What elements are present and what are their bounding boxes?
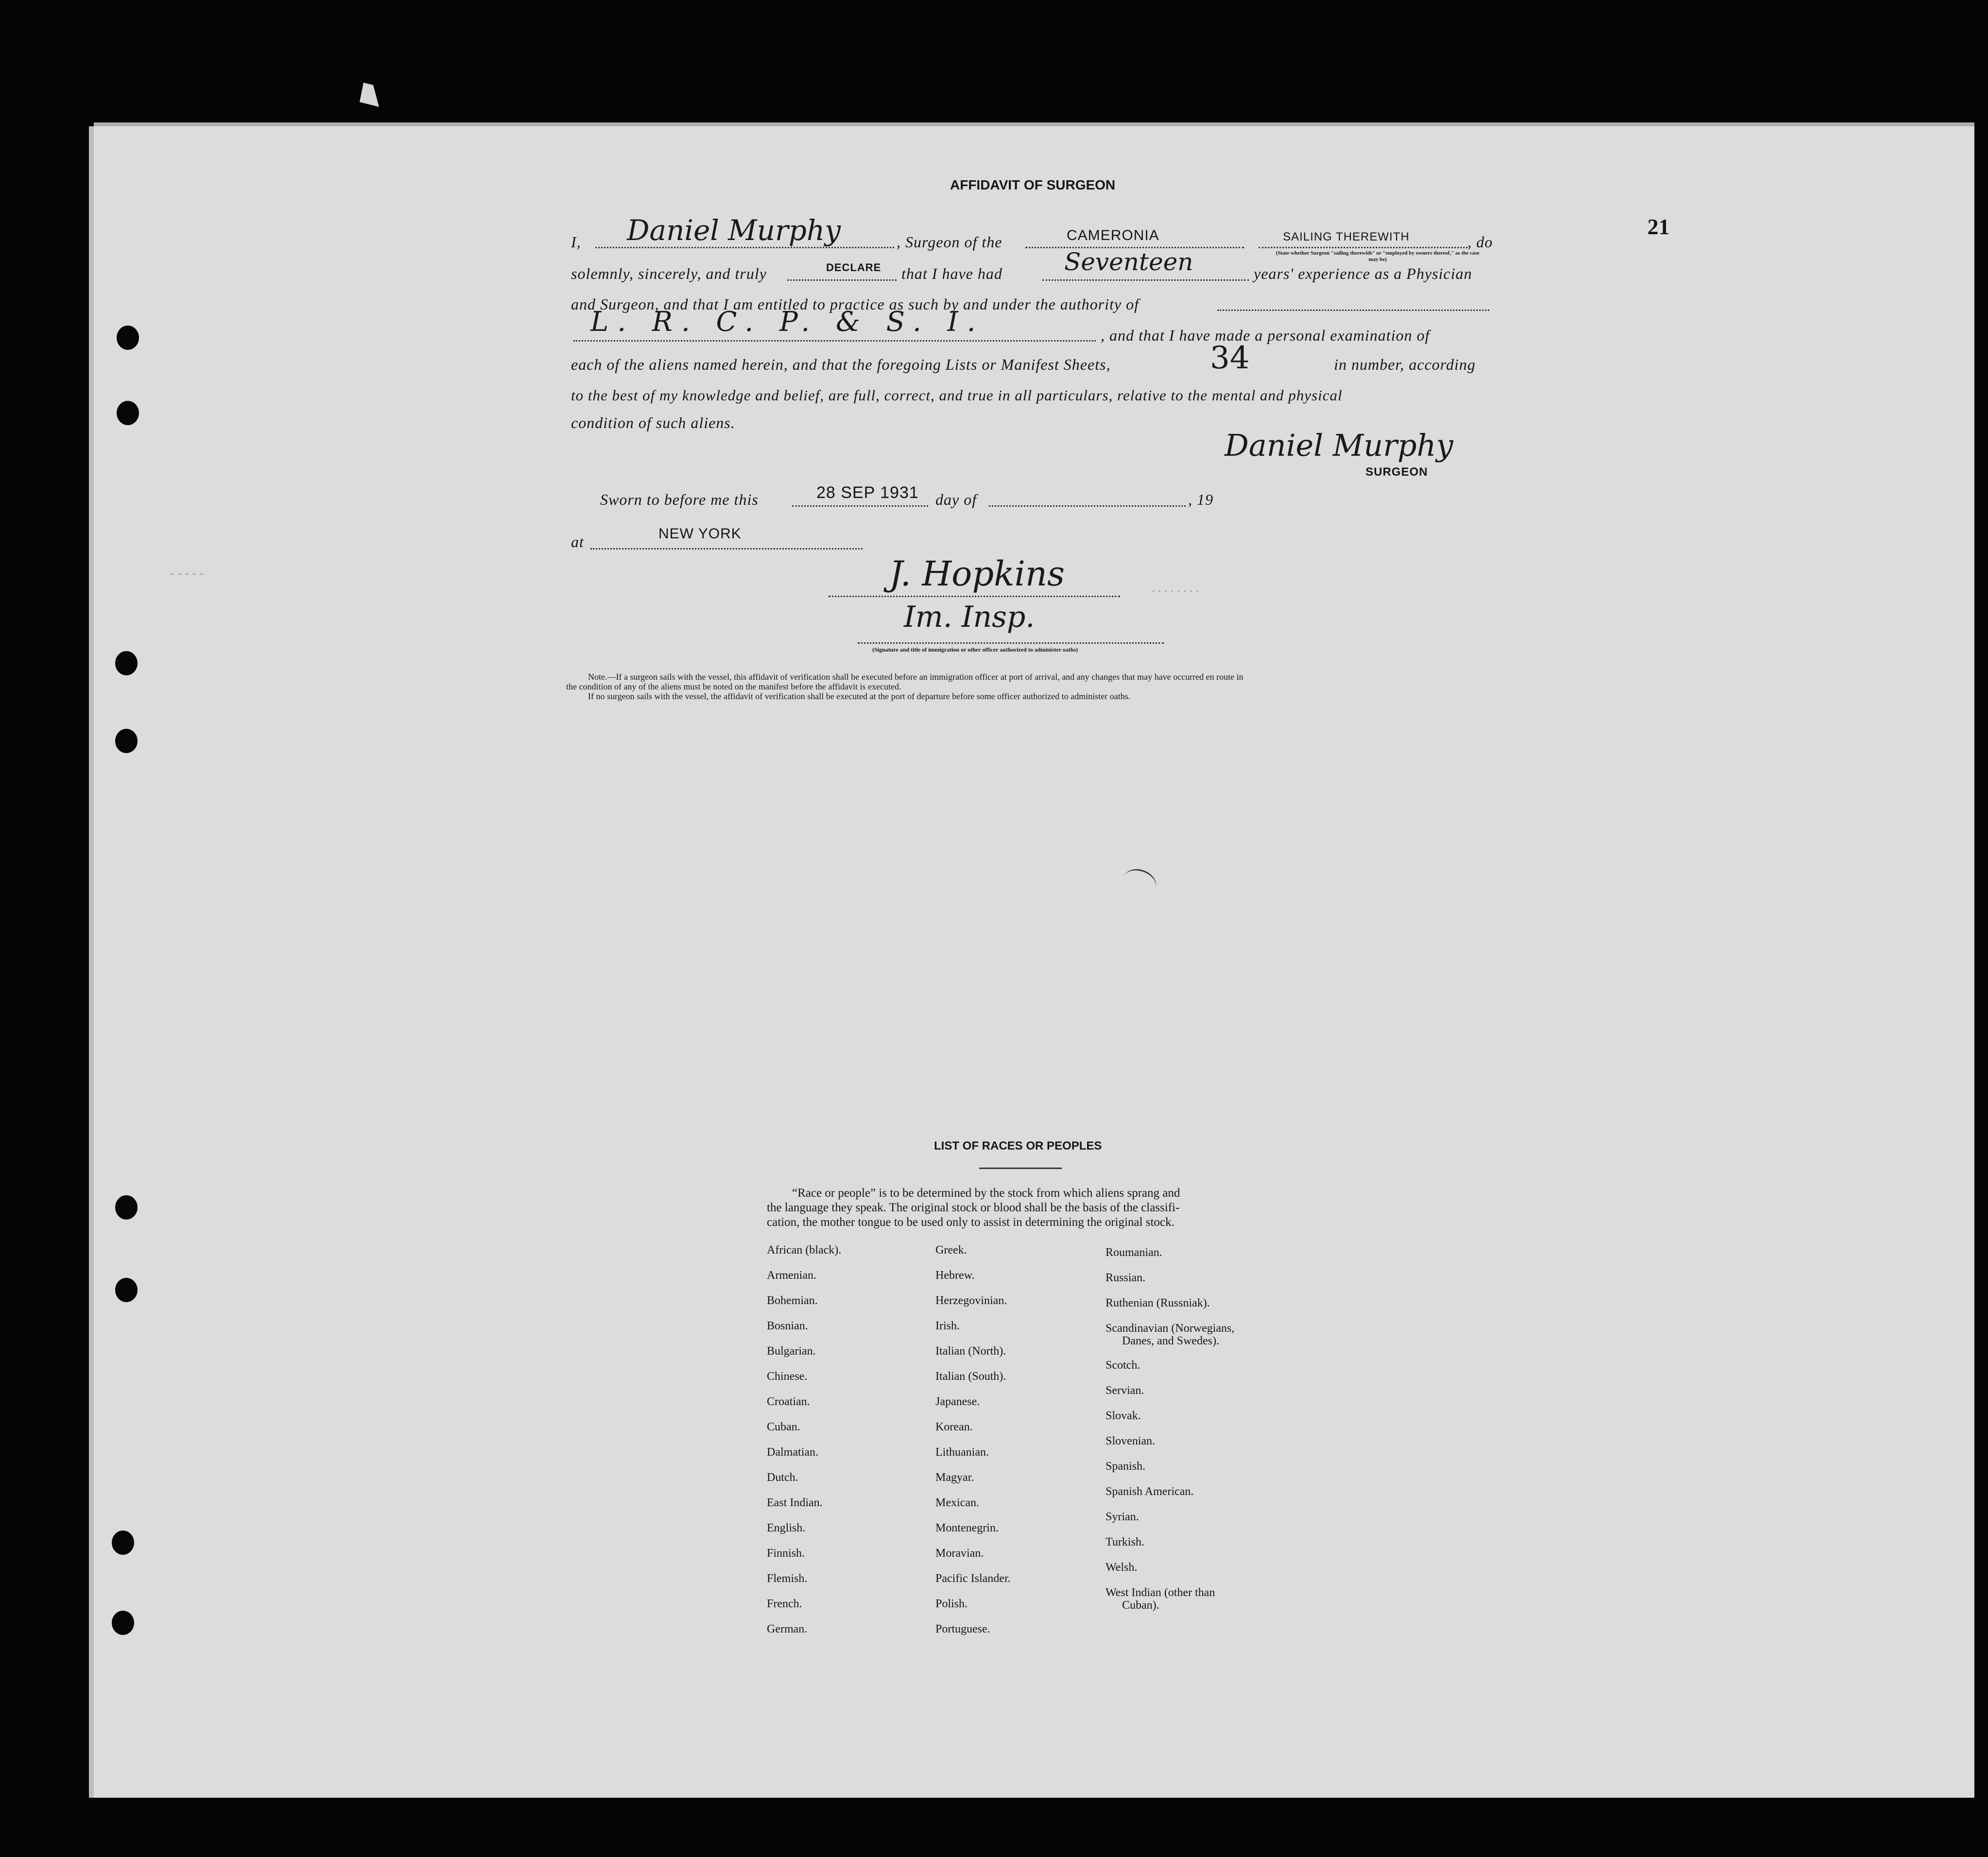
affidavit-line2-suffix: years' experience as a Physician <box>1254 265 1472 282</box>
affidavit-line7: condition of such aliens. <box>571 414 735 431</box>
officer-signature-line <box>829 596 1120 597</box>
race-item: Roumanian. <box>1106 1246 1162 1259</box>
race-item: French. <box>767 1598 802 1610</box>
bleed-through-text: - - - - - <box>170 566 204 580</box>
races-intro-line3: cation, the mother tongue to be used only to assist in determining the original stock. <box>767 1216 1175 1229</box>
years-line <box>1042 279 1249 281</box>
races-column-2 <box>935 1244 1011 1648</box>
affidavit-line5-suffix: in number, according <box>1334 356 1476 373</box>
surgeon-name-line <box>595 247 894 248</box>
races-column-1 <box>767 1244 841 1648</box>
race-item: Italian (South). <box>935 1370 1006 1383</box>
race-item: Scandinavian (Norwegians, <box>1106 1322 1235 1335</box>
race-item: Finnish. <box>767 1547 805 1560</box>
race-item: Spanish American. <box>1106 1485 1194 1498</box>
race-item: English. <box>767 1522 806 1534</box>
sailing-status-line <box>1259 247 1468 248</box>
races-title-rule <box>979 1168 1062 1169</box>
race-item: Welsh. <box>1106 1561 1138 1574</box>
affidavit-line2-prefix: solemnly, sincerely, and truly <box>571 265 767 282</box>
race-item: Greek. <box>935 1244 967 1256</box>
race-item: Danes, and Swedes). <box>1122 1335 1219 1347</box>
affidavit-line3: and Surgeon, and that I am entitled to practice as such by and under the authority of <box>571 295 1139 313</box>
affidavit-line1-mid: , Surgeon of the <box>897 233 1003 251</box>
officer-signature: J. Hopkins <box>889 554 1065 594</box>
race-item: Armenian. <box>767 1269 816 1282</box>
race-item: Slovenian. <box>1106 1435 1155 1447</box>
race-item: Croatian. <box>767 1395 810 1408</box>
punch-hole <box>115 729 138 753</box>
race-item: Herzegovinian. <box>935 1294 1007 1307</box>
sworn-year-prefix: , 19 <box>1188 491 1213 508</box>
race-item: Dutch. <box>767 1471 798 1484</box>
races-intro-line2: the language they speak. The original stock or blood shall be the basis of the classifi- <box>767 1201 1180 1214</box>
sheets-count-handwriting: 34 <box>1210 340 1250 376</box>
race-item: Portuguese. <box>935 1623 990 1635</box>
race-item: Syrian. <box>1106 1511 1139 1523</box>
sworn-month-line <box>989 505 1186 507</box>
race-item: Irish. <box>935 1320 960 1332</box>
authority-line-b <box>573 340 1096 342</box>
surgeon-name-handwriting: Daniel Murphy <box>627 214 841 247</box>
race-item: Bulgarian. <box>767 1345 816 1358</box>
race-item: Mexican. <box>935 1496 979 1509</box>
race-item: Italian (North). <box>935 1345 1006 1358</box>
race-item: African (black). <box>767 1244 842 1256</box>
race-item: Chinese. <box>767 1370 808 1383</box>
punch-hole <box>117 401 139 425</box>
note-line-1: Note.—If a surgeon sails with the vessel, this affidavit of verification shall be executed before an immigration officer at port of arrival, and any changes that may have occurred en route in <box>588 672 1244 682</box>
authority-handwriting: L. R. C. P. & S. I. <box>590 306 985 338</box>
punch-hole <box>112 1611 134 1635</box>
race-item: Bosnian. <box>767 1320 808 1332</box>
punch-hole <box>115 651 138 675</box>
officer-caption: (Signature and title of immigration or other officer authorized to administer oaths) <box>872 646 1078 653</box>
affidavit-title: AFFIDAVIT OF SURGEON <box>950 177 1116 192</box>
race-item: Scotch. <box>1106 1359 1141 1372</box>
race-item: Ruthenian (Russniak). <box>1106 1297 1210 1309</box>
sworn-prefix: Sworn to before me this <box>600 491 759 508</box>
place-stamp: NEW YORK <box>658 526 742 542</box>
race-item: Russian. <box>1106 1272 1146 1284</box>
authority-line-a <box>1217 310 1489 311</box>
affidavit-line5-prefix: each of the aliens named herein, and that the foregoing Lists or Manifest Sheets, <box>571 356 1111 373</box>
sworn-date-stamp: 28 SEP 1931 <box>816 483 919 502</box>
race-item: West Indian (other than <box>1106 1586 1215 1599</box>
punch-hole <box>115 1278 138 1302</box>
race-item: Flemish. <box>767 1572 808 1585</box>
document-page <box>89 126 1974 1798</box>
race-item: Dalmatian. <box>767 1446 818 1459</box>
race-item: Polish. <box>935 1598 968 1610</box>
binding-clip-mark <box>360 83 379 107</box>
races-intro-line1: “Race or people” is to be determined by the stock from which aliens sprang and <box>792 1186 1180 1200</box>
race-item: Cuban. <box>767 1421 800 1433</box>
note-line-3: If no surgeon sails with the vessel, the affidavit of verification shall be executed at the port of departure before some officer authorized to administer oaths. <box>588 691 1131 701</box>
ship-name-stamp: CAMERONIA <box>1067 227 1159 243</box>
officer-title-handwriting: Im. Insp. <box>904 600 1035 634</box>
affidavit-line1-suffix: , do <box>1468 233 1493 251</box>
page-edge-top <box>94 122 1974 126</box>
declare-line <box>787 279 897 281</box>
affidavit-line1-prefix: I, <box>571 233 581 251</box>
race-item: Montenegrin. <box>935 1522 999 1534</box>
affidavit-line4-suffix: , and that I have made a personal examination of <box>1101 327 1430 344</box>
years-handwriting: Seventeen <box>1064 248 1193 276</box>
sworn-date-line <box>792 505 928 507</box>
race-item: Hebrew. <box>935 1269 975 1282</box>
race-item: Moravian. <box>935 1547 984 1560</box>
race-item: Servian. <box>1106 1384 1144 1397</box>
sailing-status-hint: (State whether Surgeon "sailing therewith" or "employed by owners thereof," as the case may be) <box>1276 250 1480 262</box>
affidavit-line6: to the best of my knowledge and belief, are full, correct, and true in all particulars, relative to the mental and physical <box>571 387 1343 404</box>
sworn-day-label: day of <box>935 491 977 508</box>
race-item: Korean. <box>935 1421 973 1433</box>
races-column-3 <box>1106 1246 1234 1624</box>
surgeon-title-stamp: SURGEON <box>1366 465 1428 479</box>
surgeon-signature: Daniel Murphy <box>1225 428 1453 463</box>
race-item: Cuban). <box>1122 1599 1159 1612</box>
affidavit-line2-mid: that I have had <box>901 265 1003 282</box>
race-item: Magyar. <box>935 1471 974 1484</box>
races-title: LIST OF RACES OR PEOPLES <box>934 1139 1102 1152</box>
at-label: at <box>571 533 584 550</box>
place-line <box>590 548 863 550</box>
race-item: Bohemian. <box>767 1294 818 1307</box>
punch-hole <box>115 1195 138 1220</box>
race-item: Lithuanian. <box>935 1446 989 1459</box>
race-item: Spanish. <box>1106 1460 1146 1473</box>
race-item: Pacific Islander. <box>935 1572 1011 1585</box>
punch-hole <box>112 1530 134 1555</box>
page-number: 21 <box>1647 214 1670 239</box>
race-item: Slovak. <box>1106 1410 1141 1422</box>
note-line-2: the condition of any of the aliens must be noted on the manifest before the affidavit is executed. <box>566 682 901 691</box>
bleed-through-text: . . . . . . . . <box>1152 581 1199 595</box>
declare-stamp: DECLARE <box>826 261 882 274</box>
race-item: Japanese. <box>935 1395 980 1408</box>
race-item: Turkish. <box>1106 1536 1144 1548</box>
punch-hole <box>117 326 139 350</box>
race-item: German. <box>767 1623 808 1635</box>
sailing-status-stamp: SAILING THEREWITH <box>1283 230 1410 243</box>
officer-title-line <box>858 642 1164 644</box>
race-item: East Indian. <box>767 1496 823 1509</box>
